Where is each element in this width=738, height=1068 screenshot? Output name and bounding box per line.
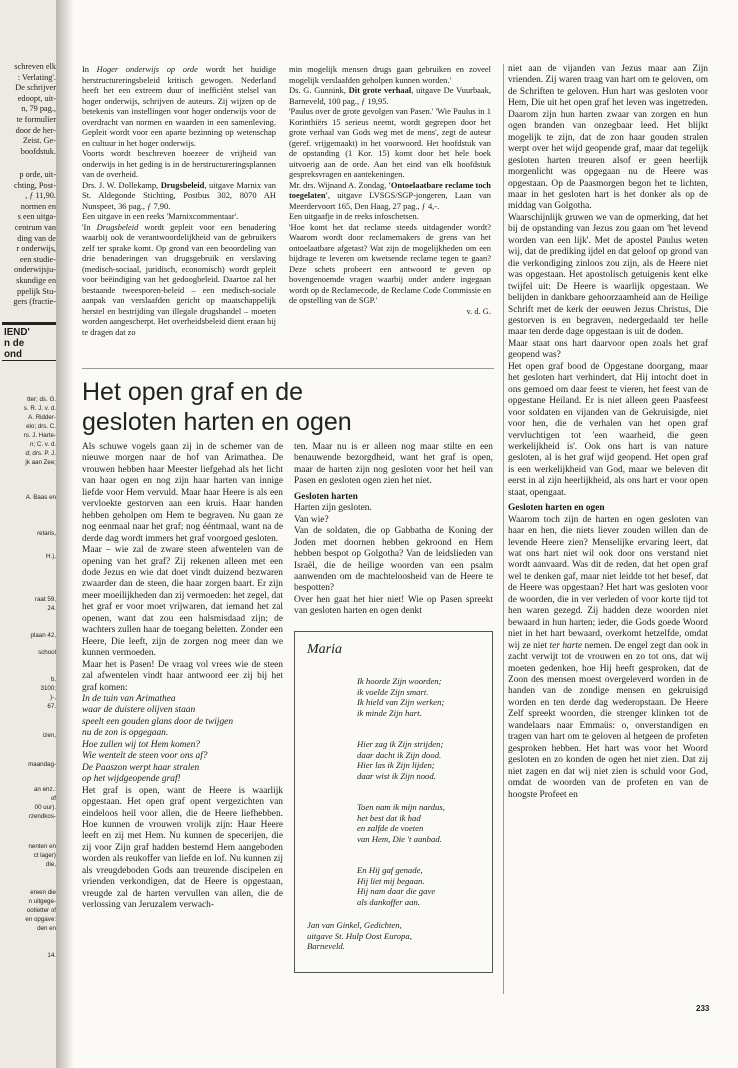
previous-page-fragment: p orde, uit- xyxy=(19,170,56,179)
review-paragraph: Een uitgave in een reeks 'Marnixcommentaar'. xyxy=(82,211,239,221)
previous-page-fragment: ppelijk Stu- xyxy=(17,286,56,296)
previous-page-fragment: H.), xyxy=(46,553,56,560)
review-signature: v. d. G. xyxy=(466,305,491,316)
previous-page-fragment: chting, Post- xyxy=(14,180,56,190)
previous-page-edge xyxy=(0,0,59,1068)
article-paragraph: niet aan de vijanden van Jezus maar aan Zijn vrienden. Zij waren traag van hart om te geloven, om de Schriften te geloven. Hun hart was gesloten voor Hem, Die uit het open graf het leven was ingetreden. Daarom zijn hun harten zwaar van zorgen en hun ogen branden van onzegbaar leed. Het blijkt mogelijk te zijn, dat de zon haar gouden stralen werpt over het wijd geopende graf, maar dat tegelijk gesloten harten treuren alsof er geen heerlijk morgenlicht was opgegaan nu de Heere was opgestaan. Op de Paasmorgen begon het te lichten, maar in het gesloten hart is het donker als op de middag van Golgotha. xyxy=(508,64,708,212)
previous-page-fragment: school xyxy=(38,649,56,656)
poem-box-line: Hier zag ik Zijn strijden; xyxy=(357,739,444,749)
previous-page-fragment: door de her- xyxy=(15,125,56,135)
previous-page-fragment: an enz.: xyxy=(33,786,56,793)
article-title-line: gesloten harten en ogen xyxy=(82,408,352,436)
article-paragraph: Als schuwe vogels gaan zij in de schemer van de nieuwe morgen naar de hof van Arimathea. De vrouwen hebben haar Meester liefgehad als het licht van haar ogen en nog zijn haar harten van innige liefde voor Hem vervuld. Maar haar Heere is als een vervloekte gestorven aan een kruis. Haar handen hebben geholpen om Hem te begraven. Nu gaan ze nog eenmaal naar het graf; nog ééntmaal, want na de derde dag wordt immers het graf voorgoed gesloten. xyxy=(82,442,283,544)
poem-box-line: ik voelde Zijn smart. xyxy=(357,686,429,697)
previous-page-fragment: A. Ridder- xyxy=(28,414,56,421)
poem-line: Wie wentelt de steen voor ons af? xyxy=(82,751,208,762)
review-paragraph: 'Hoe komt het dat reclame steeds uitdagender wordt? Waarom wordt door reclamemakers de grens van het ontoelaatbare afgetast? Wat zijn de mogelijkheden om een bijdrage te leveren om kwetsende reclame tegen te gaan? Deze schets probeert een antwoord te geven op bovengenoemde vragen waarbij onder andere ingegaan wordt op de Reclamecode, de Reclame Code Commissie en de opstelling van de SGP.' xyxy=(289,221,491,305)
previous-page-fragment: ond xyxy=(4,349,22,360)
previous-page-fragment: edoopt, uit- xyxy=(17,93,56,103)
review-paragraph: Mr. drs. Wijnand A. Zondag, 'Ontoelaatbare reclame toch toegelaten', uitgave LVSGS/SGP-jongeren, Laan van Meerdervoort 165, Den Haag, 27 pag., ƒ 4,-. xyxy=(289,179,491,211)
article-paragraph: Harten zijn gesloten. xyxy=(294,503,372,514)
article-paragraph: Maar het is Pasen! De vraag vol vrees wie de steen zal afwentelen vindt haar antwoord eer zij bij het graf komen: xyxy=(82,659,283,693)
article-paragraph: Maar – wie zal de zware steen afwentelen van de opening van het graf? Zij rekenen alleen met een dode Jezus en wie dat doet vindt duizend bezwaren zwaarder dan de steen, die haar zorgen baart. Er zijn meer moeilijkheden dan zij vermoeden: het zegel, dat het graf er voor moet vrijwaren, dat iemand het zal openen, want dat zou een halsmisdaad zijn; de wachters zullen haar de toegang beletten. Zonder een Heere, Die leeft, zijn de zorgen nog meer dan we kunnen vermoeden. xyxy=(82,545,283,659)
section-divider xyxy=(82,368,494,369)
previous-page-fragment: den en xyxy=(37,925,56,932)
poem-line: nu de zon is opgegaan. xyxy=(82,728,169,739)
page-number: 233 xyxy=(696,1004,710,1013)
previous-page-fragment: een studie- xyxy=(19,254,56,264)
review-paragraph: min mogelijk mensen drugs gaan gebruiken en zoveel mogelijk verslaafden geholpen kunnen worden.' xyxy=(289,64,491,85)
previous-page-fragment: rs. J. Harte- xyxy=(23,432,56,439)
previous-page-fragment: maandag- xyxy=(28,761,56,768)
previous-page-fragment: 24. xyxy=(47,605,56,612)
article-paragraph: Maar staat ons hart daarvoor open zoals het graf geopend was? xyxy=(508,338,708,361)
page-gutter xyxy=(56,0,74,1068)
poem-title: Maria xyxy=(307,642,342,657)
review-column-1 xyxy=(82,64,276,337)
previous-page-fragment: n uitgege- xyxy=(28,898,56,905)
previous-page-fragment: plaan 42, xyxy=(30,632,56,639)
subheading: Gesloten harten en ogen xyxy=(508,503,605,514)
poem-box-line: en zalfde de voeten xyxy=(357,823,424,834)
previous-page-rule-thin xyxy=(2,360,56,361)
poem-line: Hoe zullen wij tot Hem komen? xyxy=(82,739,200,750)
review-paragraph: Een uitgaafje in de reeks infoschetsen. xyxy=(289,211,419,221)
previous-page-fragment: s een uitga- xyxy=(17,212,56,222)
previous-page-fragment: d; drs. P. J. xyxy=(25,450,56,457)
review-paragraph: Voorts wordt beschreven hoezeer de vrijheid van onderwijs in het geding is in de herstructureringsplannen van de overheid. xyxy=(82,148,276,179)
previous-page-fragment: n, 79 pag., xyxy=(21,104,56,114)
previous-page-fragment: 67. xyxy=(47,703,56,710)
poem-box-line: Hier las ik Zijn lijden; xyxy=(357,760,435,771)
previous-page-fragment: ootletter of xyxy=(26,907,56,914)
previous-page-fragment: De schrijver xyxy=(15,83,56,93)
poem-box-line: Hij nam daar die gave xyxy=(357,886,436,897)
previous-page-fragment: retaris, xyxy=(37,530,56,537)
previous-page-fragment: onderwijsju- xyxy=(14,265,56,275)
article-paragraph: Waarschijnlijk gruwen we van de opmerking, dat het bij de opstanding van Jezus zou gaan om 'het levend worden van een lijk'. Met de apostel Paulus weten wij, dat de prediking ijdel en dat geloof op grond van die verkondiging zinloos zou zijn, als de Heere niet was opgestaan. Het apostolisch getuigenis kent elke twijfel uit: De Heere is waarlijk opgestaan. We belijden in dankbare gehoorzaamheid aan de Heilige Schrift met de kerk der eeuwen Jezus Christus, Die gestorven is en begraven, nedergedaald ter helle maar ten derde dage opgestaan is uit de doden. xyxy=(508,212,708,338)
poem-line: waar de duistere olijven staan xyxy=(82,705,196,716)
poem-box-line: van Hem, Die 't aanbad. xyxy=(357,834,442,845)
previous-page-fragment: rzendkos- xyxy=(28,813,56,820)
poem-line: In de tuin van Arimathea xyxy=(82,693,176,704)
previous-page-fragment: izen, xyxy=(42,732,56,739)
previous-page-fragment: ding van de xyxy=(17,233,56,243)
previous-page-fragment: gers (fractie- xyxy=(13,297,56,307)
previous-page-fragment: boofdstuk. xyxy=(20,146,56,156)
previous-page-fragment: skundige en xyxy=(16,276,56,285)
previous-page-fragment: b, xyxy=(50,676,56,683)
previous-page-fragment: jk aan Zee; xyxy=(25,459,56,466)
article-paragraph: Van de soldaten, die op Gabbatha de Koning der Joden met doornen hebben gekroond en Hem hebben bespot op Golgotha? Van de leidslieden van Israël, die de heilige woorden van een psalm aanwenden om de machteloosheid van de Heere te bespotten? xyxy=(294,526,493,594)
previous-page-fragment: , ƒ 11,90. xyxy=(25,191,56,201)
previous-page-fragment: IEND' xyxy=(4,327,30,338)
poem-box-line: Ik hield van Zijn werken; xyxy=(357,697,445,708)
previous-page-fragment: die, xyxy=(46,861,56,868)
poem-credit-line: uitgave St. Hulp Oost Europa, xyxy=(307,930,412,941)
poem-credit xyxy=(307,920,412,952)
previous-page-fragment: of xyxy=(50,795,56,802)
poem-box xyxy=(294,631,493,973)
poem-box-line: als dankoffer aan. xyxy=(357,897,420,908)
review-paragraph: Drs. J. W. Dollekamp, Drugsbeleid, uitgave Marnix van St. Aldegonde Stichting, Postbus 302, 8070 AH Nunspeet, 36 pag., ƒ 7,90. xyxy=(82,179,277,211)
previous-page-fragment: normen en xyxy=(20,201,56,211)
review-column-2 xyxy=(289,64,491,316)
previous-page-fragment: 00 uur). xyxy=(34,804,56,811)
review-paragraph: Ds. G. Gunnink, Dit grote verhaal, uitgave De Vuurbaak, Barneveld, 100 pag., ƒ 19,95. xyxy=(289,85,492,106)
review-paragraph: In Hoger onderwijs op orde wordt het huidige herstructureringsbeleid kritisch gewogen. Nederland heeft het een extreem duur of inefficiënt stelsel van hoger onderwijs, schrijven de auteurs. Zij wijzen op de betekenis van instellingen voor hoger onderwijs voor de overdracht van normen en waarden in een samenleving. Gepleit wordt voor een aparte bezinning op wetenschap en cultuur in het hoger onderwijs. xyxy=(82,64,276,148)
previous-page-fragment: s. R. J. v. d. xyxy=(23,405,56,412)
poem-box-line: Toen nam ik mijn nardus, xyxy=(357,802,445,812)
previous-page-fragment: en opgave: xyxy=(25,916,56,923)
article-column-3 xyxy=(508,64,708,801)
previous-page-fragment: elo; drs. C. xyxy=(26,423,56,430)
previous-page-fragment: centrum van xyxy=(14,223,56,232)
previous-page-fragment: te formulier xyxy=(16,115,56,124)
poem-line: De Paaszon werpt haar stralen xyxy=(82,762,200,773)
poem-line: op het wijdgeopende graf! xyxy=(82,774,181,785)
previous-page-fragment: schreven elk xyxy=(14,62,56,71)
previous-page-fragment: r onderwijs, xyxy=(16,244,56,254)
previous-page-fragment: n de xyxy=(4,338,25,349)
poem-credit-line: Barneveld. xyxy=(307,941,345,952)
previous-page-fragment: : Verlating'. xyxy=(17,72,56,82)
inline-poem xyxy=(82,694,283,786)
article-paragraph: Van wie? xyxy=(294,514,329,525)
previous-page-fragment: A. Baas en xyxy=(25,494,56,501)
poem-line: speelt een gouden glans door de twijgen xyxy=(82,716,234,727)
previous-page-fragment: 14. xyxy=(47,952,56,959)
previous-page-rule xyxy=(2,322,56,325)
article-column-2 xyxy=(294,442,493,618)
column-divider xyxy=(503,64,504,994)
previous-page-fragment: Zeist. Ge- xyxy=(22,136,56,146)
review-paragraph: 'Paulus over de grote gevolgen van Pasen.' 'Wie Paulus in 1 Korinthiërs 15 serieus neemt, wordt gegrepen door het grote verhaal van Gods weg met de mens', zegt de auteur (geref. vrijgemaakt) in het voorwoord. Het hoofdstuk van de opstanding (1 Kor. 15) komt door het hele boek uitvoerig aan de orde. Aan het eind van elk hoofdstuk gespreksvragen en aantekeningen. xyxy=(289,106,491,179)
poem-box-line: het best dat ik had xyxy=(357,812,421,823)
poem-credit-line: Jan van Ginkel, Gedichten, xyxy=(307,920,402,930)
poem-box-line: Ik hoorde Zijn woorden; xyxy=(357,676,442,686)
poem-box-line: daar wist ik Zijn nood. xyxy=(357,771,436,782)
poem-box-line: daar dacht ik Zijn dood. xyxy=(357,749,442,760)
article-title-line: Het open graf en de xyxy=(82,378,303,406)
article-paragraph: Over hen gaat het hier niet! Wie op Pasen spreekt van gesloten harten en ogen denkt xyxy=(294,594,493,617)
previous-page-fragment: ereen die xyxy=(30,889,56,896)
article-column-1 xyxy=(82,442,283,912)
poem-box-line: ik minde Zijn hart. xyxy=(357,708,422,719)
article-paragraph: Het open graf bood de Opgestane doorgang, maar het gesloten hart verhindert, dat Hij intocht doet in ons gemoed om daar feest te vieren, het feest van de opgestane Heiland. Er is niet alleen geen Paasfeest voor soldaten en vijanden van de Gekruisigde, niet voor hen, die de verhalen van het open graf vervluchtigen tot 'een waarheid, die geen werkelijkheid is'. Ook ons hart is van nature gesloten, al is het graf wijd geopend. Het open graf is een werkelijkheid van God, maar we beleven dit eerst in al zijn heerlijkheid, als ons hart er voor open staat, opengaat. xyxy=(508,361,708,498)
previous-page-fragment: 3100; xyxy=(40,685,56,692)
previous-page-fragment: n; C. v. d. xyxy=(29,441,56,448)
previous-page-fragment: raat 59, xyxy=(35,596,56,603)
article-paragraph: ten. Maar nu is er alleen nog maar stilte en een benauwende bezorgdheid, want het graf is open, maar de harten zijn nog gesloten voor het heil van Pasen en gesloten ogen zien het niet. xyxy=(294,442,493,487)
poem-box-line: En Hij gaf genade, xyxy=(357,865,423,875)
article-paragraph: Het graf is open, want de Heere is waarlijk opgestaan. Het open graf opent vergezichten van eindeloos heil voor allen, die de Heere liefhebben. Hoe kunnen de vrouwen vrolijk zijn: Haar Heere leeft en zij met Hem. Nu kunnen de specerijen, die zij voor Zijn graf hadden bestemd Hem aangeboden worden als reukoffer van liefde en lof. Nu kunnen zij als vreugdeboden Gods aan treurende discipelen en vrienden verkondigen, dat de Heere is opgestaan, vreugde zal de harten vervullen van allen, die de verlossing van Jeruzalem verwach- xyxy=(82,785,283,911)
previous-page-fragment: ct lager) xyxy=(33,852,56,859)
review-paragraph: 'In Drugsbeleid wordt gepleit voor een benadering waarbij ook de verantwoordelijkheid van de gebruikers zelf ter sprake komt. Op grond van een beoordeling van drie benaderingen van drugsgebruik en verslaving (medisch-sociaal, juridisch, economisch) wordt gepleit voor beëindiging van het gedoogbeleid. Daartoe zal het bestaande tweesporen-beleid – een medisch-sociale aanpak van verslaafden gericht op maatschappelijk herstel en bestrijding van illegale drugshandel – moeten worden aangescherpt. Het overheidsbeleid dient eraan bij te dragen dat zo xyxy=(82,221,276,337)
previous-page-fragment: tter; ds. G. xyxy=(27,396,56,403)
previous-page-fragment: nenten en xyxy=(28,843,56,850)
poem-box-line: Hij liet mij begaan. xyxy=(357,875,425,886)
article-paragraph: Waarom toch zijn de harten en ogen gesloten van haar en hen, die niets liever zouden willen dan de levende Heere zien? Menselijke ervaring leert, dat wat ons hart niet wil ook door ons verstand niet wordt aanvaard. Was dit de reden, dat het open graf wel te denken gaf, maar niet leidde tot het besef, dat de Heere was opgestaan? Het hart was gesloten voor de woorden, die in ver verleden of voor korte tijd tot hen waren gezegd. Zij hadden deze woorden niet bewaard in hun harten; ieder, die Gods goede Woord niet in het hart bewaard, overkomt hetzelfde, omdat wij ze niet ter harte nemen. De engel zegt dan ook in zacht verwijt tot de vrouwen en zo tot ons, dat wij moeten gedenken, hoe Hij heeft gesproken, dat de Zoon des mensen moest overgeleverd worden in de handen van de zondige mensen en gekruisigd worden en ten derde dag wederopstaan. De Heere Zelf spreekt woorden, die strenger klinken tot de wandelaars naar Emmaüs: o, onverstandigen en tragen van hart om te geloven al hetgeen de profeten gesproken hebben. Het hart was voor het Woord gesloten en zo konden de ogen het niet zien. Dat zij niet zagen en dat wij niet zien is schuld voor God, omdat de woorden van de profeten en van de hoogste Profeet en xyxy=(508,514,708,800)
article-title xyxy=(82,377,542,437)
previous-page-fragment: )-, xyxy=(50,694,56,701)
subheading: Gesloten harten xyxy=(294,491,358,502)
